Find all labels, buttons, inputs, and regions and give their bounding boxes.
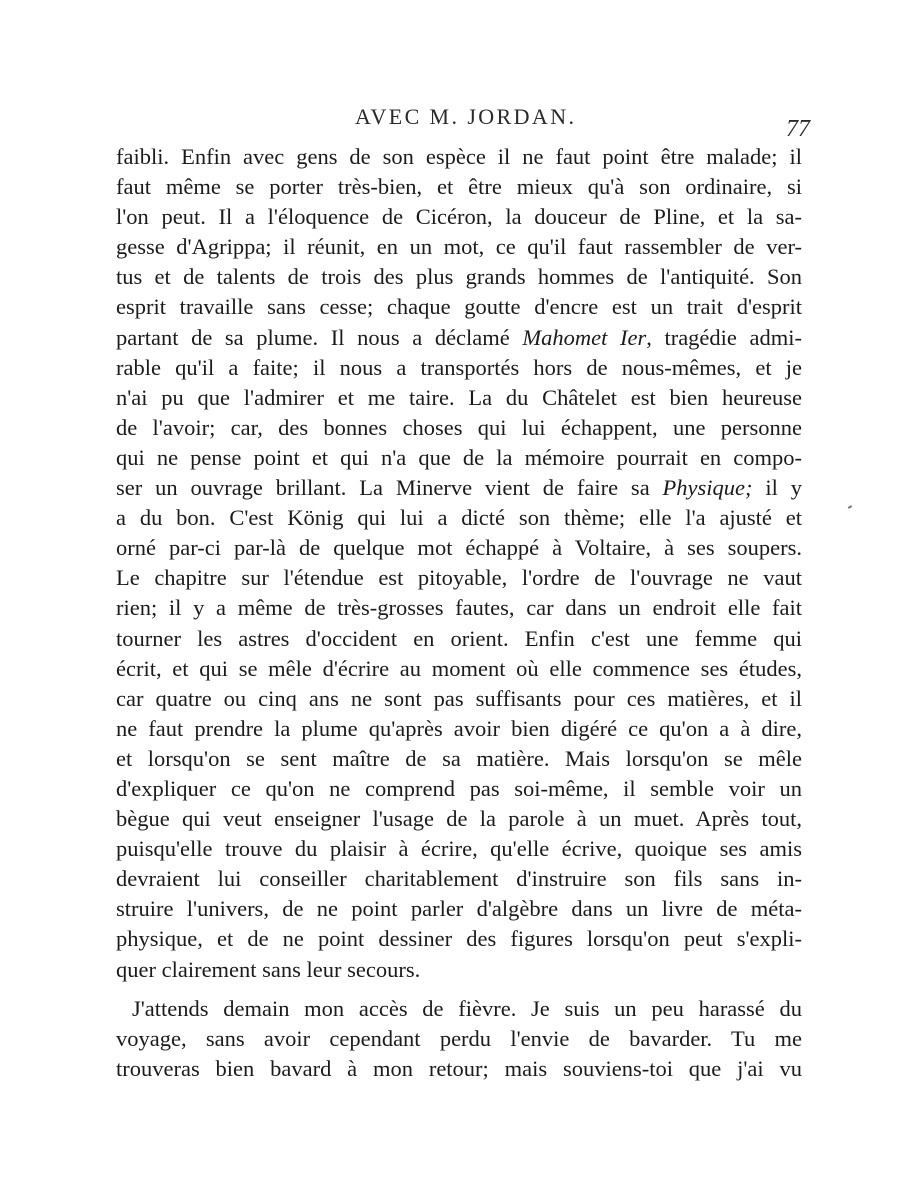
text-line: tourner les astres d'occident en orient. Enfin c'est une femme qui [116,625,802,651]
text-line: struire l'univers, de ne point parler d'algèbre dans un livre de méta- [116,896,802,922]
text-run: partant de sa plume. Il nous a déclamé [116,324,523,350]
text-line: faibli. Enfin avec gens de son espèce il ne faut point être malade; il [116,144,802,169]
italic-title-mahomet: Mahomet Ier [522,324,647,350]
text-line: J'attends demain mon accès de fièvre. Je suis un peu harassé du [132,995,802,1021]
text-line: n'ai pu que l'admirer et me taire. La du Châtelet est bien heureuse [116,384,802,410]
text-run: il y [752,475,802,501]
ink-speck [848,505,852,509]
text-line: car quatre ou cinq ans ne sont pas suffisants pour ces matières, et il [116,685,802,711]
text-line: esprit travaille sans cesse; chaque goutte d'encre est un trait d'esprit [116,294,802,320]
paragraph-gap [116,985,802,994]
text-line: et lorsqu'on se sent maître de sa matière. Mais lorsqu'on se mêle [116,745,802,771]
text-line: tus et de talents de trois des plus grands hommes de l'antiquité. Son [116,264,802,290]
text-line [116,323,802,353]
text-line: a du bon. C'est König qui lui a dicté son thème; elle l'a ajusté et [116,505,802,531]
text-line: écrit, et qui se mêle d'écrire au moment où elle commence ses études, [116,655,802,681]
text-line: ne faut prendre la plume qu'après avoir bien digéré ce qu'on a à dire, [116,715,802,741]
text-line: d'expliquer ce qu'on ne comprend pas soi-même, il semble voir un [116,775,802,801]
text-line: l'on peut. Il a l'éloquence de Cicéron, la douceur de Pline, et la sa- [116,204,802,230]
paragraph-1 [116,142,802,985]
text-line: qui ne pense point et qui n'a que de la mémoire pourrait en compo- [116,444,802,470]
text-run: , tragédie admi- [646,324,802,350]
text-line: trouveras bien bavard à mon retour; mais souviens-toi que j'ai vu [116,1055,802,1081]
text-line: orné par-ci par-là de quelque mot échappé à Voltaire, à ses soupers. [116,535,802,561]
text-line: physique, et de ne point dessiner des figures lorsqu'on peut s'expli- [116,926,802,952]
body-text [116,142,802,1084]
text-line: rable qu'il a faite; il nous a transportés hors de nous-mêmes, et je [116,354,802,380]
paragraph-2 [116,994,802,1084]
text-line: devraient lui conseiller charitablement d'instruire son fils sans in- [116,866,802,892]
text-line: bègue qui veut enseigner l'usage de la parole à un muet. Après tout, [116,806,802,832]
text-line [116,473,802,503]
text-line: quer clairement sans leur secours. [116,956,421,982]
page-number: 77 [786,116,810,142]
text-run: ser un ouvrage brillant. La Minerve vient de faire sa [116,475,663,501]
text-line: puisqu'elle trouve du plaisir à écrire, qu'elle écrive, quoique ses amis [116,836,802,862]
text-line: de l'avoir; car, des bonnes choses qui lui échappent, une personne [116,414,802,440]
text-line: gesse d'Agrippa; il réunit, en un mot, ce qu'il faut rassembler de ver- [116,234,802,260]
text-line: rien; il y a même de très-grosses fautes, car dans un endroit elle fait [116,595,802,621]
running-head: AVEC M. JORDAN. [355,104,577,129]
text-line: voyage, sans avoir cependant perdu l'envie de bavarder. Tu me [116,1025,802,1051]
text-line: Le chapitre sur l'étendue est pitoyable, l'ordre de l'ouvrage ne vaut [116,565,802,591]
text-line: faut même se porter très-bien, et être mieux qu'à son ordinaire, si [116,174,802,200]
italic-title-physique: Physique; [662,475,753,501]
